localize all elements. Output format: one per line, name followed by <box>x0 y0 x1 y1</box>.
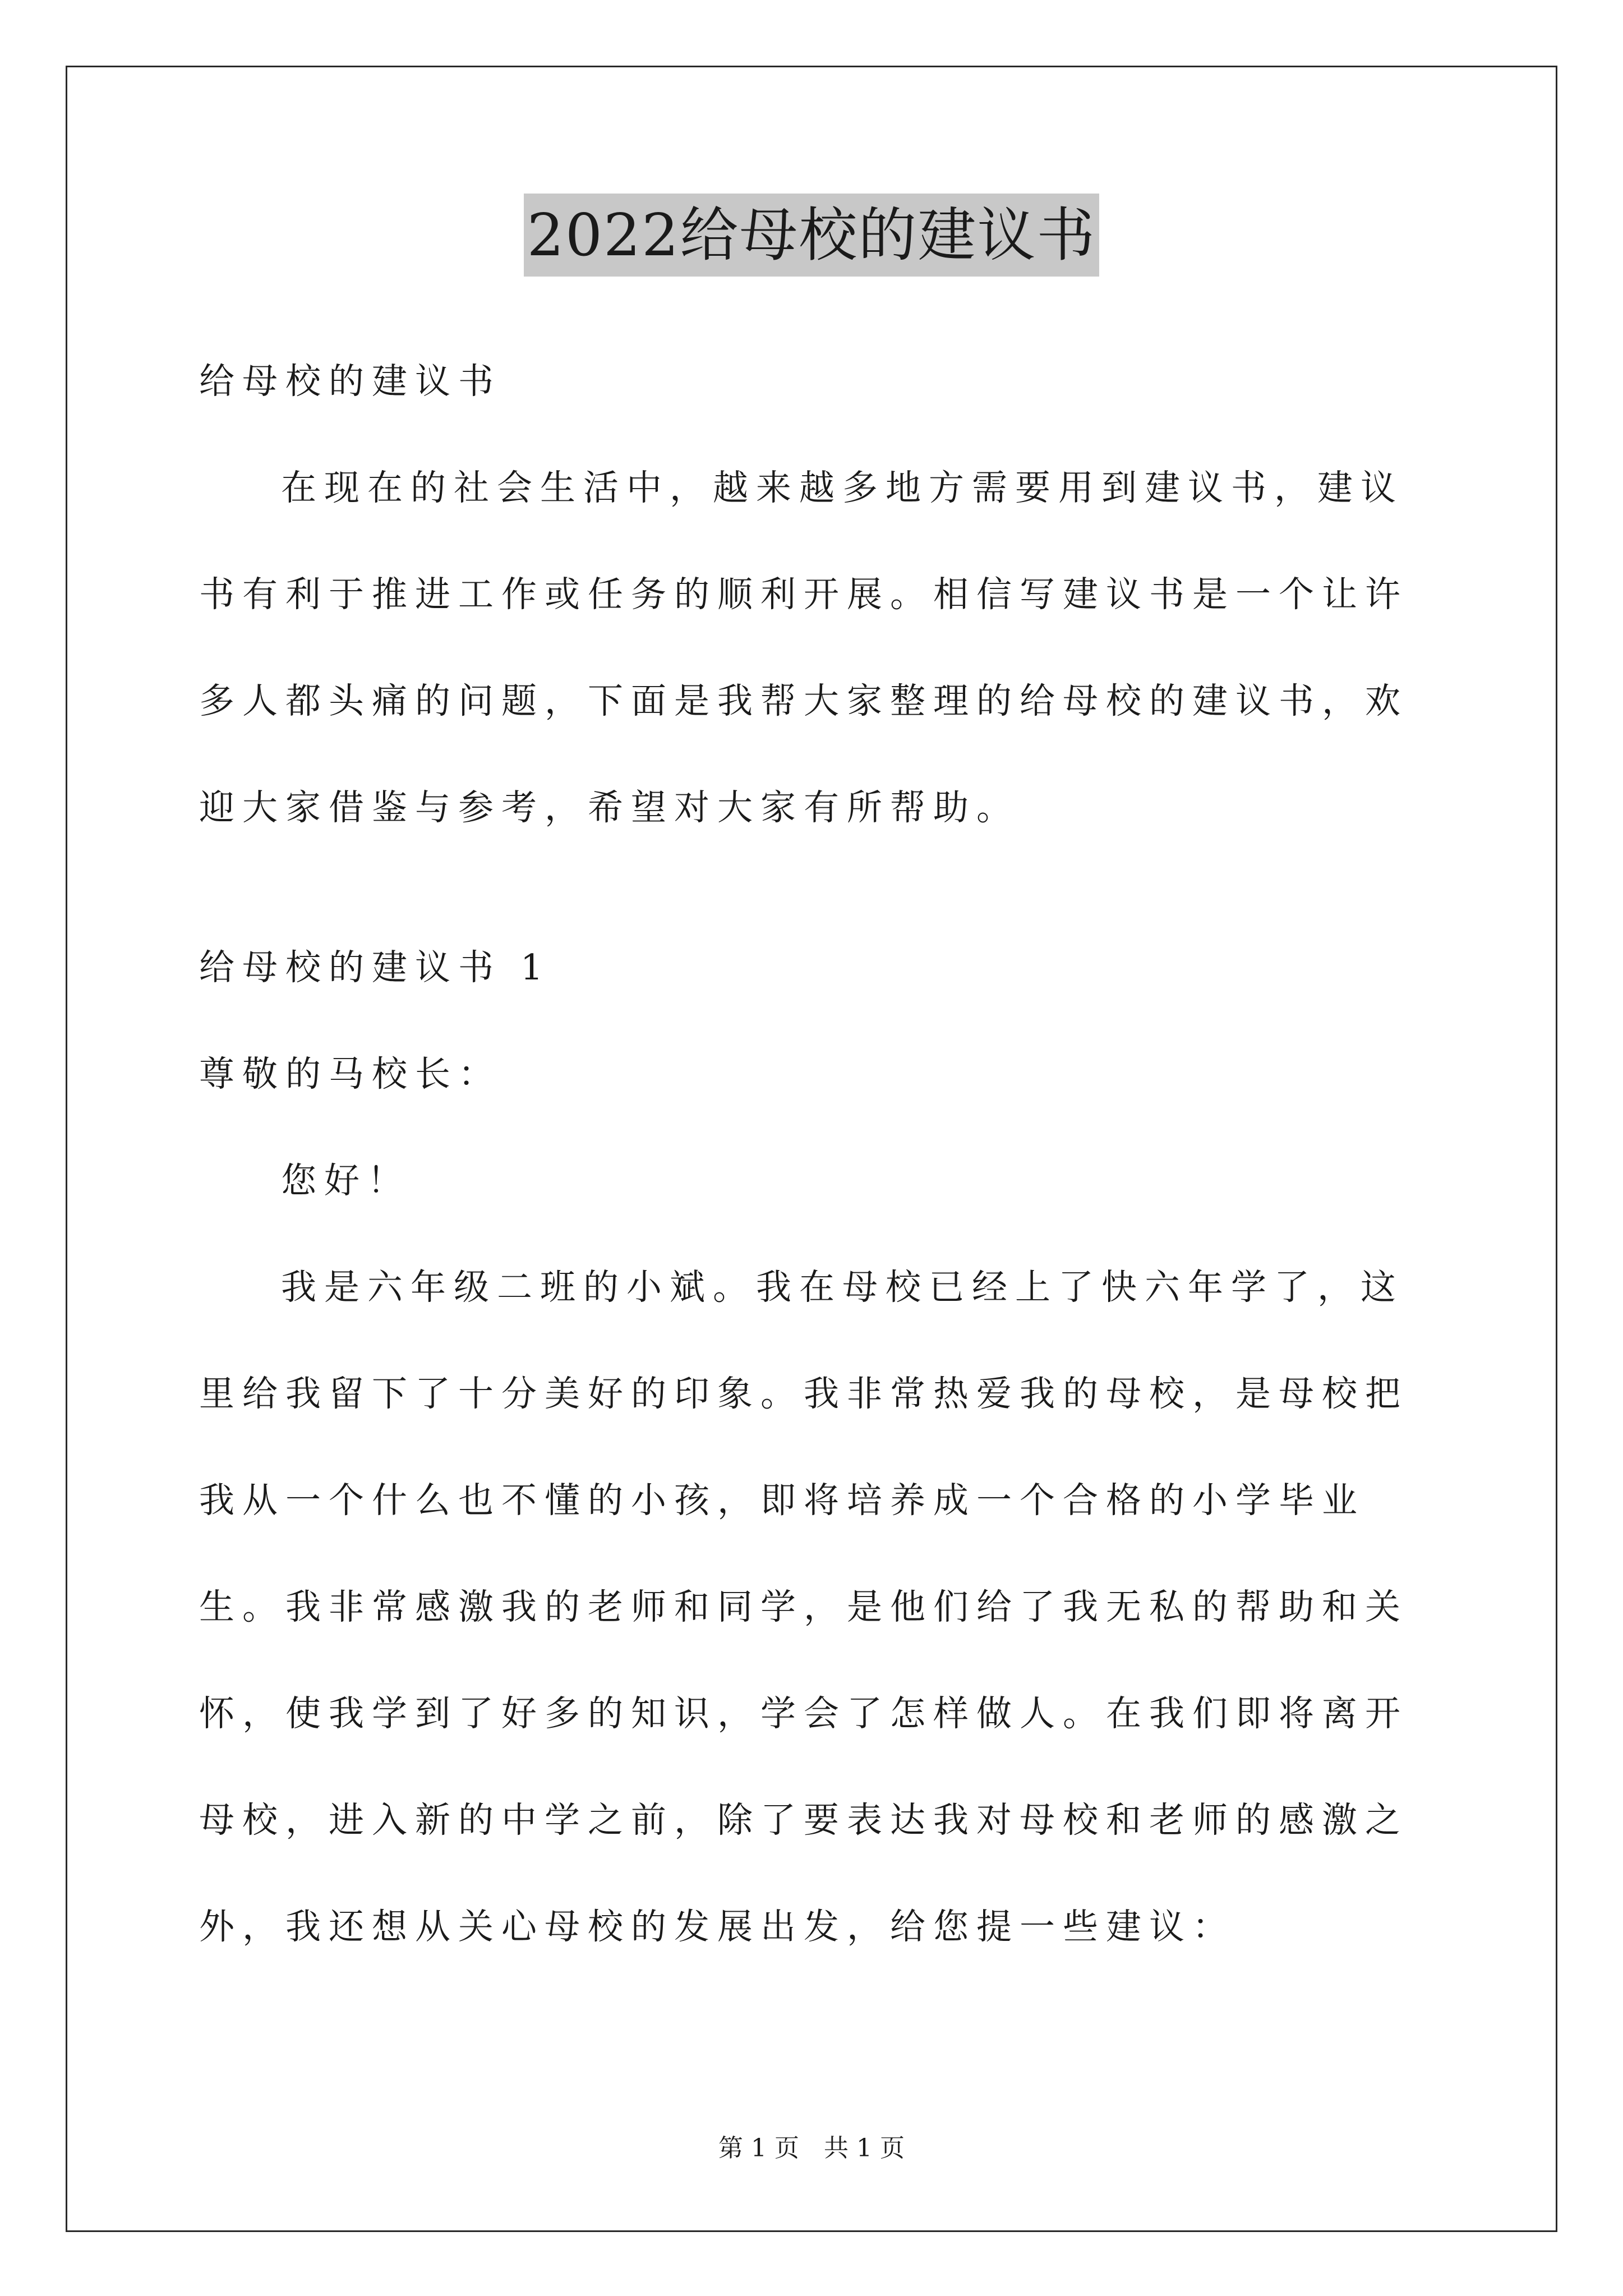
salutation: 尊敬的马校长： <box>199 1053 501 1094</box>
greeting: 您好！ <box>281 1160 411 1201</box>
intro-paragraph: 在现在的社会生活中，越来越多地方需要用到建议书，建议书有利于推进工作或任务的顺利开展。相信写建议书是一个让许多人都头痛的问题，下面是我帮大家整理的给母校的建议书，欢迎大家借鉴与参考，希望对大家有所帮助。 <box>199 467 1408 828</box>
document-subtitle: 给母校的建议书 <box>199 361 501 402</box>
document-title: 2022给母校的建议书 <box>524 194 1100 277</box>
page-total: 共 1 页 <box>824 2134 905 2162</box>
page-footer <box>0 2132 1623 2165</box>
title-container <box>0 194 1623 277</box>
body-paragraph: 我是六年级二班的小斌。我在母校已经上了快六年学了，这里给我留下了十分美好的印象。我非常热爱我的母校，是母校把我从一个什么也不懂的小孩，即将培养成一个合格的小学毕业生。我非常感激我的老师和同学，是他们给了我无私的帮助和关怀，使我学到了好多的知识，学会了怎样做人。在我们即将离开母校，进入新的中学之前，除了要表达我对母校和老师的感激之外，我还想从关心母校的发展出发，给您提一些建议： <box>199 1267 1408 1947</box>
page-number: 第 1 页 <box>718 2134 799 2162</box>
section-heading: 给母校的建议书 1 <box>199 947 551 988</box>
